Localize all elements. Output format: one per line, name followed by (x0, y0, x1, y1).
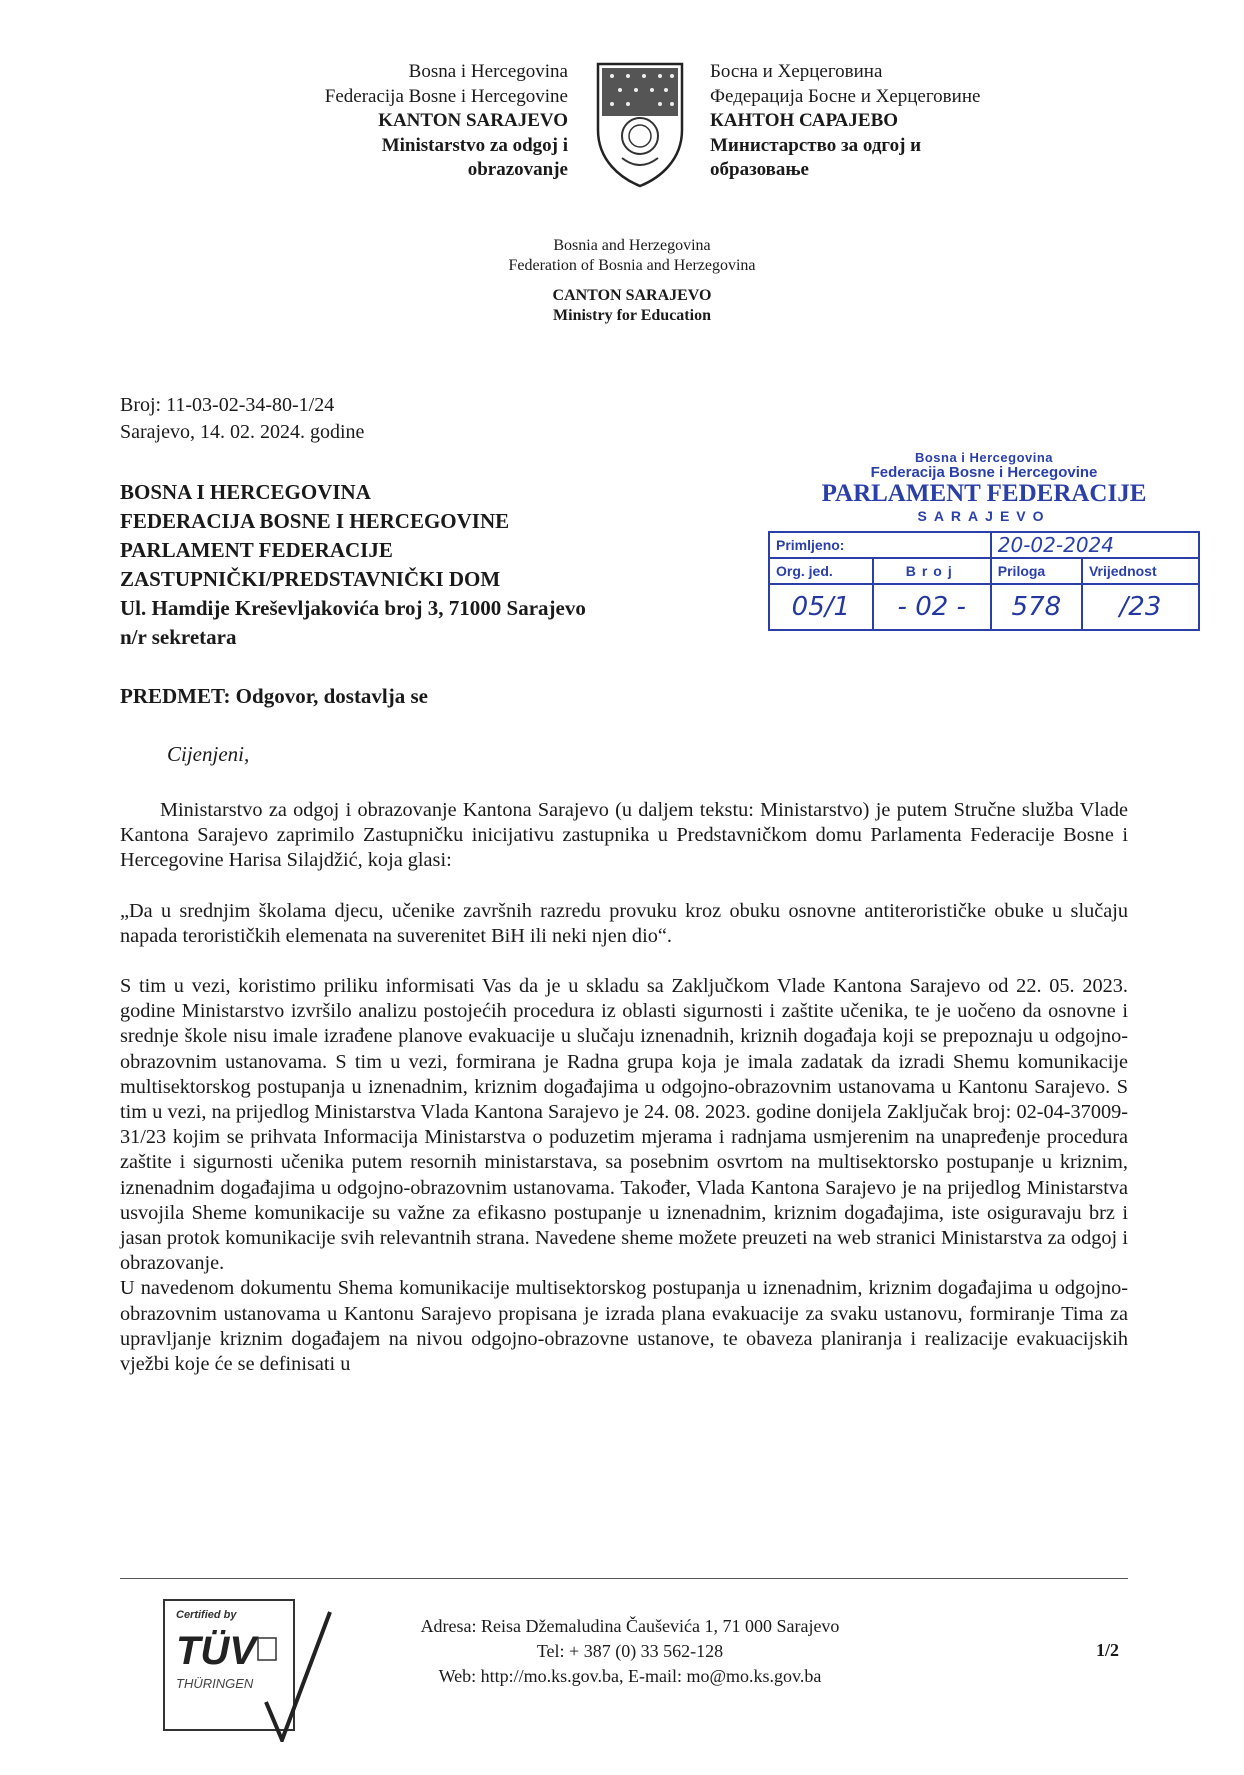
body-paragraph-1: Ministarstvo za odgoj i obrazovanje Kantona Sarajevo (u daljem tekstu: Ministarstvo) je putem Stručne služba Vlade Kantona Sarajevo zaprimilo Zastupničku inicijativu zastupnika u Predstavničkom domu Parlamenta Federacije Bosne i Hercegovine Harisa Silajdžić, koja glasi: (120, 799, 1128, 872)
page-number: 1/2 (1096, 1640, 1120, 1660)
addressee-block (120, 478, 586, 652)
body-paragraph-2: S tim u vezi, koristimo priliku informisati Vas da je u skladu sa Zaključkom Vlade Kantona Sarajevo od 22. 05. 2023. godine Ministarstvo izvršilo analizu postojećih procedura iz oblasti sigurnosti i zaštite učenika, te je uočeno da osnovne i srednje škole nisu imale izrađene planove evakuacije u slučaju iznenadnih, kriznih događaja koji se prepoznaju u odgojno-obrazovnim ustanovama. S tim u vezi, formirana je Radna grupa koja je imala zadatak da izradi Shemu komunikacije multisektorskog postupanja u iznenadnim, kriznim događajima u odgojno-obrazovnim ustanovama u Kantonu Sarajevo. S tim u vezi, na prijedlog Ministarstva Vlada Kantona Sarajevo je 24. 08. 2023. godine donijela Zaključak broj: 02-04-37009-31/23 kojim se prihvata Informacija Ministarstva o poduzetim mjerama i radnjama usmjerenim na unapređenje procedura zaštite i sigurnosti učenika putem resornih ministarstava, sa posebnim osvrtom na multisektorsko postupanje u kriznim, iznenadnim događajima u odgojno-obrazovnim ustanovama. Također, Vlada Kantona Sarajevo je na prijedlog Ministarstva usvojila Sheme komunikacije su važne za efikasno postupanje u iznenadnim, kriznim događajima, iste osiguravaju brz i jasan protok komunikacije svih relevantnih strana. Navedene sheme možete preuzeti na web stranici Ministarstva za odgoj i obrazovanje. (120, 975, 1128, 1275)
header-en-line2: Federation of Bosnia and Herzegovina (508, 257, 756, 274)
stamp-val-priloga: 578 (991, 584, 1082, 630)
stamp-col-vrijednost: Vrijednost (1082, 558, 1199, 584)
footer-web: Web: http://mo.ks.gov.ba, E-mail: mo@mo.ks.gov.ba (438, 1666, 822, 1686)
header-en-line3: CANTON SARAJEVO (552, 287, 712, 304)
tuv-certification-logo (162, 1592, 332, 1742)
header-left-line4: Ministarstvo za odgoj i (381, 134, 568, 156)
coat-of-arms-icon (594, 60, 686, 190)
footer-divider (120, 1578, 1128, 1579)
body-quote: „Da u srednjim školama djecu, učenike završnih razredu provuku kroz obuku osnovne antiterorističke obuke u slučaju napada terorističkih elemenata na suverenitet BiH ili neki njen dio“. (120, 899, 1128, 947)
stamp-table (768, 531, 1200, 631)
stamp-line1: Bosna i Hercegovina (914, 450, 1054, 465)
addressee-line4: ZASTUPNIČKI/PREDSTAVNIČKI DOM (120, 567, 501, 591)
header-right-line4: Министарство за одгој и (710, 134, 922, 156)
addressee-line6: n/r sekretara (120, 625, 237, 649)
header-right-line1: Босна и Херцеговина (710, 61, 883, 82)
header-english (400, 236, 864, 326)
header-left (200, 60, 568, 183)
stamp-val-broj: - 02 - (873, 584, 991, 630)
header-right-line3: КАНТОН САРАЈЕВО (710, 110, 899, 131)
footer-address: Adresa: Reisa Džemaludina Čauševića 1, 71 000 Sarajevo (420, 1616, 840, 1636)
subject-line: PREDMET: Odgovor, dostavlja se (120, 684, 429, 708)
body-paragraph-3: U navedenom dokumentu Shema komunikacije multisektorskog postupanja u iznenadnim, kriznim događajima u odgojno-obrazovnim ustanovama u Kantonu Sarajevo propisana je izrada plana evakuacije za svaku ustanovu, formiranje Tima za upravljanje kriznim događajem na nivou odgojno-obrazovne ustanove, te obaveza planiranja i realizacije evakuacijskih vježbi koje će se definisati u (120, 1277, 1128, 1376)
addressee-line5: Ul. Hamdije Kreševljakovića broj 3, 71000 Sarajevo (120, 596, 586, 620)
reference-date: Sarajevo, 14. 02. 2024. godine (120, 421, 365, 443)
cert-label: Certified by (176, 1609, 237, 1621)
header-left-line5: obrazovanje (467, 159, 568, 180)
reference-block (120, 392, 364, 446)
stamp-col-org: Org. jed. (769, 558, 873, 584)
stamp-line2: Federacija Bosne i Hercegovine (870, 464, 1098, 481)
stamp-val-vrijednost: /23 (1082, 584, 1199, 630)
header-left-line3: KANTON SARAJEVO (378, 110, 568, 131)
header-en-line1: Bosnia and Herzegovina (553, 237, 711, 254)
received-stamp (768, 450, 1200, 631)
footer-contact (360, 1614, 900, 1689)
header-right-line2: Федерација Босне и Херцеговине (710, 85, 981, 107)
stamp-received-label: Primljeno: (769, 532, 991, 558)
header-en-line4: Ministry for Education (553, 307, 711, 324)
stamp-received-date: 20-02-2024 (991, 532, 1199, 558)
header-right-line5: образовање (710, 159, 809, 180)
header-left-line2: Federacija Bosne i Hercegovine (324, 85, 568, 107)
salutation: Cijenjeni, (167, 742, 250, 766)
stamp-val-org: 05/1 (769, 584, 873, 630)
reference-number: Broj: 11-03-02-34-80-1/24 (120, 394, 335, 416)
stamp-line4: SARAJEVO (917, 508, 1051, 524)
header-left-line1: Bosna i Hercegovina (408, 61, 568, 82)
stamp-line3: PARLAMENT FEDERACIJE (821, 480, 1147, 507)
stamp-col-broj: Broj (873, 558, 991, 584)
addressee-line3: PARLAMENT FEDERACIJE (120, 538, 393, 562)
addressee-line2: FEDERACIJA BOSNE I HERCEGOVINE (120, 509, 510, 533)
footer-tel: Tel: + 387 (0) 33 562-128 (536, 1641, 724, 1661)
addressee-line1: BOSNA I HERCEGOVINA (120, 480, 371, 504)
cert-sub: THÜRINGEN (176, 1676, 254, 1691)
cert-brand: TÜV (176, 1629, 256, 1673)
header-right (710, 60, 1150, 183)
stamp-col-priloga: Priloga (991, 558, 1082, 584)
letter-body (120, 798, 1128, 1377)
